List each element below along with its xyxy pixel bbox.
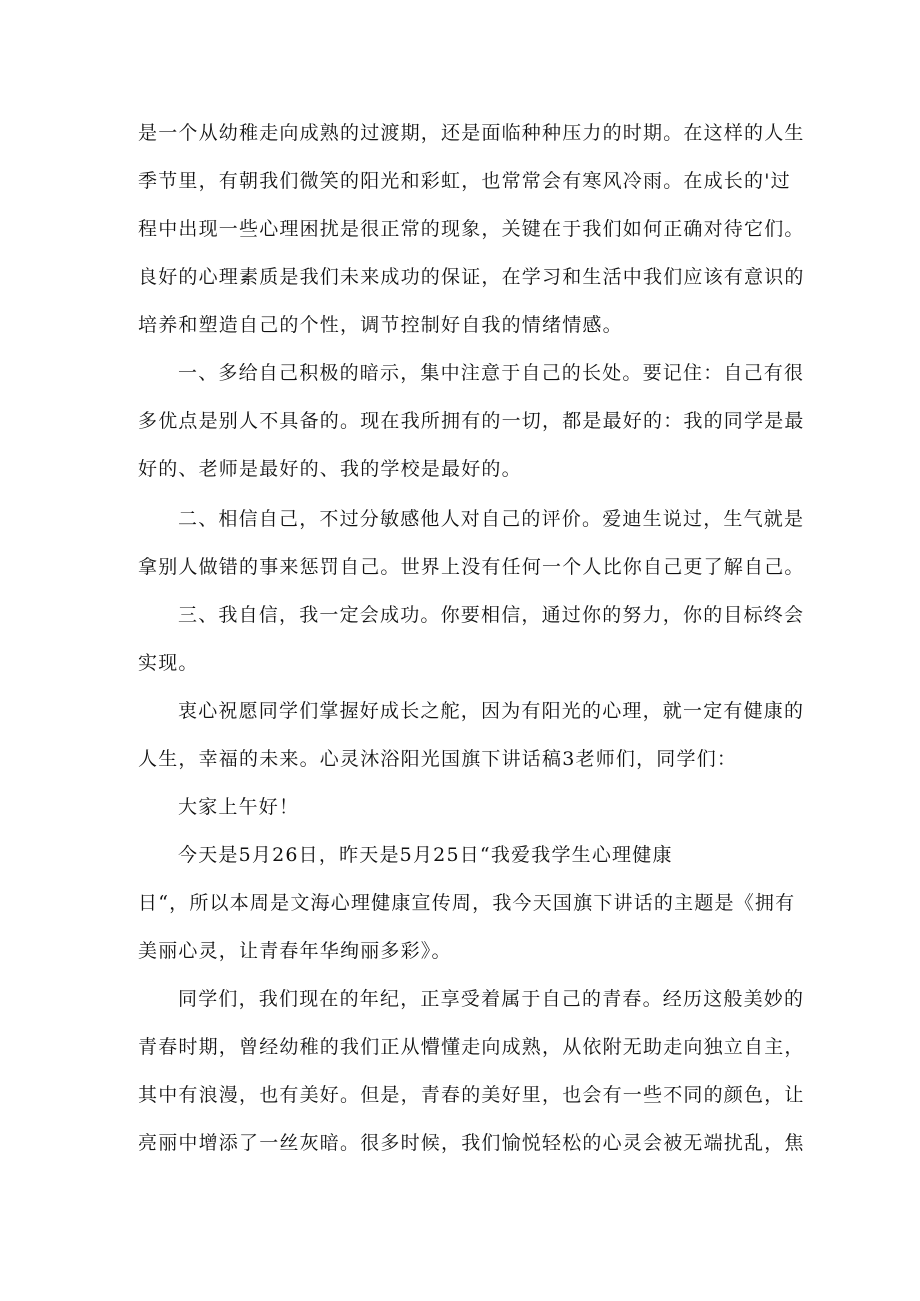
paragraph-first-line: 今天是5月26日，昨天是5月25日“我爱我学生心理健康 <box>178 844 673 866</box>
text-line: 青春时期，曾经幼稚的我们正从懵懂走向成熟，从依附无助走向独立自主， <box>138 1036 805 1058</box>
text-line: 是一个从幼稚走向成熟的过渡期，还是面临种种压力的时期。在这样的人生 <box>138 122 805 144</box>
paragraph-first-line: 二、相信自己，不过分敏感他人对自己的评价。爱迪生说过，生气就是 <box>178 508 805 530</box>
paragraph-first-line: 一、多给自己积极的暗示，集中注意于自己的长处。要记住：自己有很 <box>178 362 805 384</box>
paragraph-first-line: 同学们，我们现在的年纪，正享受着属于自己的青春。经历这般美妙的 <box>178 988 805 1010</box>
text-line: 其中有浪漫，也有美好。但是，青春的美好里，也会有一些不同的颜色，让 <box>138 1084 805 1106</box>
text-line: 好的、老师是最好的、我的学校是最好的。 <box>138 458 522 480</box>
text-line: 亮丽中增添了一丝灰暗。很多时候，我们愉悦轻松的心灵会被无端扰乱，焦 <box>138 1132 805 1154</box>
text-line: 人生，幸福的未来。心灵沐浴阳光国旗下讲话稿3老师们，同学们： <box>138 748 738 770</box>
paragraph-first-line: 三、我自信，我一定会成功。你要相信，通过你的努力，你的目标终会 <box>178 604 805 626</box>
text-line: 季节里，有朝我们微笑的阳光和彩虹，也常常会有寒风冷雨。在成长的'过 <box>138 170 791 192</box>
text-line: 日“，所以本周是文海心理健康宣传周，我今天国旗下讲话的主题是《拥有 <box>138 892 796 914</box>
text-line: 多优点是别人不具备的。现在我所拥有的一切，都是最好的：我的同学是最 <box>138 410 805 432</box>
text-line: 美丽心灵，让青春年华绚丽多彩》。 <box>138 940 452 962</box>
greeting-line: 大家上午好！ <box>178 796 300 818</box>
text-line: 拿别人做错的事来惩罚自己。世界上没有任何一个人比你自己更了解自己。 <box>138 556 805 578</box>
text-line: 程中出现一些心理困扰是很正常的现象，关键在于我们如何正确对待它们。 <box>138 218 805 240</box>
text-line: 实现。 <box>138 652 199 674</box>
paragraph-first-line: 衷心祝愿同学们掌握好成长之舵，因为有阳光的心理，就一定有健康的 <box>178 700 805 722</box>
text-line: 培养和塑造自己的个性，调节控制好自我的情绪情感。 <box>138 314 623 336</box>
text-line: 良好的心理素质是我们未来成功的保证，在学习和生活中我们应该有意识的 <box>138 266 805 288</box>
